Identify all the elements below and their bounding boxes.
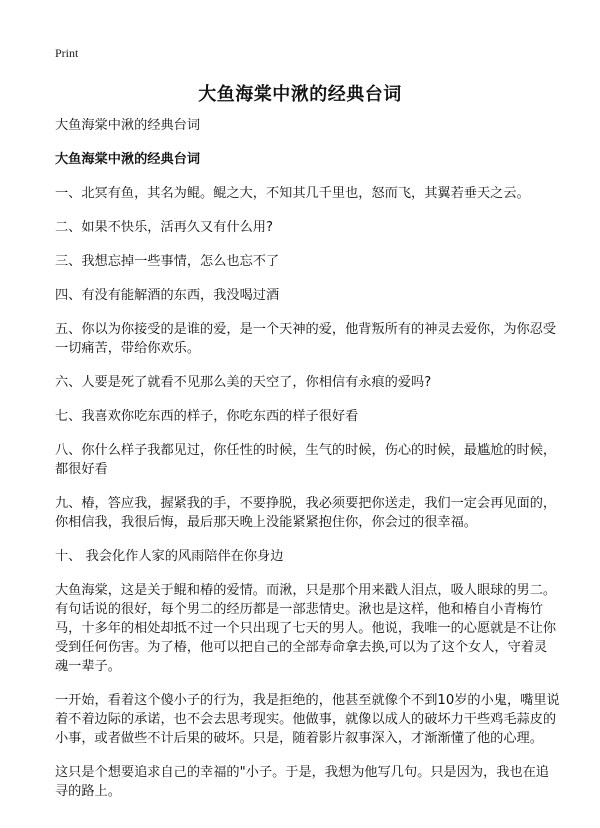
print-link[interactable]: Print [55, 46, 79, 60]
article-body [55, 116, 560, 816]
article-subtitle: 大鱼海棠中湫的经典台词 [55, 118, 201, 133]
page-title: 大鱼海棠中湫的经典台词 [198, 84, 402, 105]
quote-paragraph-7: 七、我喜欢你吃东西的样子，你吃东西的样子很好看 [55, 409, 359, 424]
essay-paragraph-1: 大鱼海棠，这是关于鲲和椿的爱情。而湫，只是那个用来戳人泪点，吸人眼球的男二。有句话说的很好，每个男二的经历都是一部悲情史。湫也是这样，他和椿自小青梅竹马，十多年的相处却抵不过一个只出现了七天的男人。他说，我唯一的心愿就是不让你受到任何伤害。为了椿，他可以把自己的全部寿命拿去换,可以为了这个女人，守着灵魂一辈子。 [55, 583, 557, 674]
quote-paragraph-6: 六、人要是死了就看不见那么美的天空了，你相信有永痕的爱吗? [55, 375, 432, 390]
quote-paragraph-3: 三、我想忘掉一些事情，怎么也忘不了 [55, 254, 280, 269]
quote-paragraph-10: 十、 我会化作人家的风雨陪伴在你身边 [55, 549, 284, 564]
quote-paragraph-1: 一、北冥有鱼，其名为鲲。鲲之大，不知其几千里也，怒而飞，其翼若垂天之云。 [55, 186, 530, 201]
essay-paragraph-3: 这只是个想要追求自己的幸福的"小子。于是，我想为他写几句。只是因为，我也在追寻的路上。 [55, 765, 549, 799]
quote-paragraph-5: 五、你以为你接受的是谁的爱，是一个天神的爱，他背叛所有的神灵去爱你，为你忍受一切痛苦，带给你欢乐。 [55, 322, 557, 356]
quote-paragraph-4: 四、有没有能解酒的东西，我没喝过酒 [55, 288, 280, 303]
quote-paragraph-9: 九、椿，答应我，握紧我的手，不要挣脱，我必须要把你送走，我们一定会再见面的，你相信我，我很后悔，最后那天晚上没能紧紧抱住你，你会过的很幸福。 [55, 496, 557, 530]
essay-paragraph-2: 一开始，看着这个傻小子的行为，我是拒绝的，他甚至就像个不到10岁的小鬼，嘴里说着不着边际的承诺，也不会去思考现实。他做事，就像以成人的破坏力干些鸡毛蒜皮的小事，或者做些不计后果的破坏。只是，随着影片叙事深入，才渐渐懂了他的心理。 [55, 693, 560, 746]
quote-paragraph-8: 八、你什么样子我都见过，你任性的时候，生气的时候，伤心的时候，最尴尬的时候，都很好看 [55, 443, 557, 477]
quote-paragraph-2: 二、如果不快乐，活再久又有什么用? [55, 220, 273, 235]
article-heading: 大鱼海棠中湫的经典台词 [55, 152, 201, 167]
